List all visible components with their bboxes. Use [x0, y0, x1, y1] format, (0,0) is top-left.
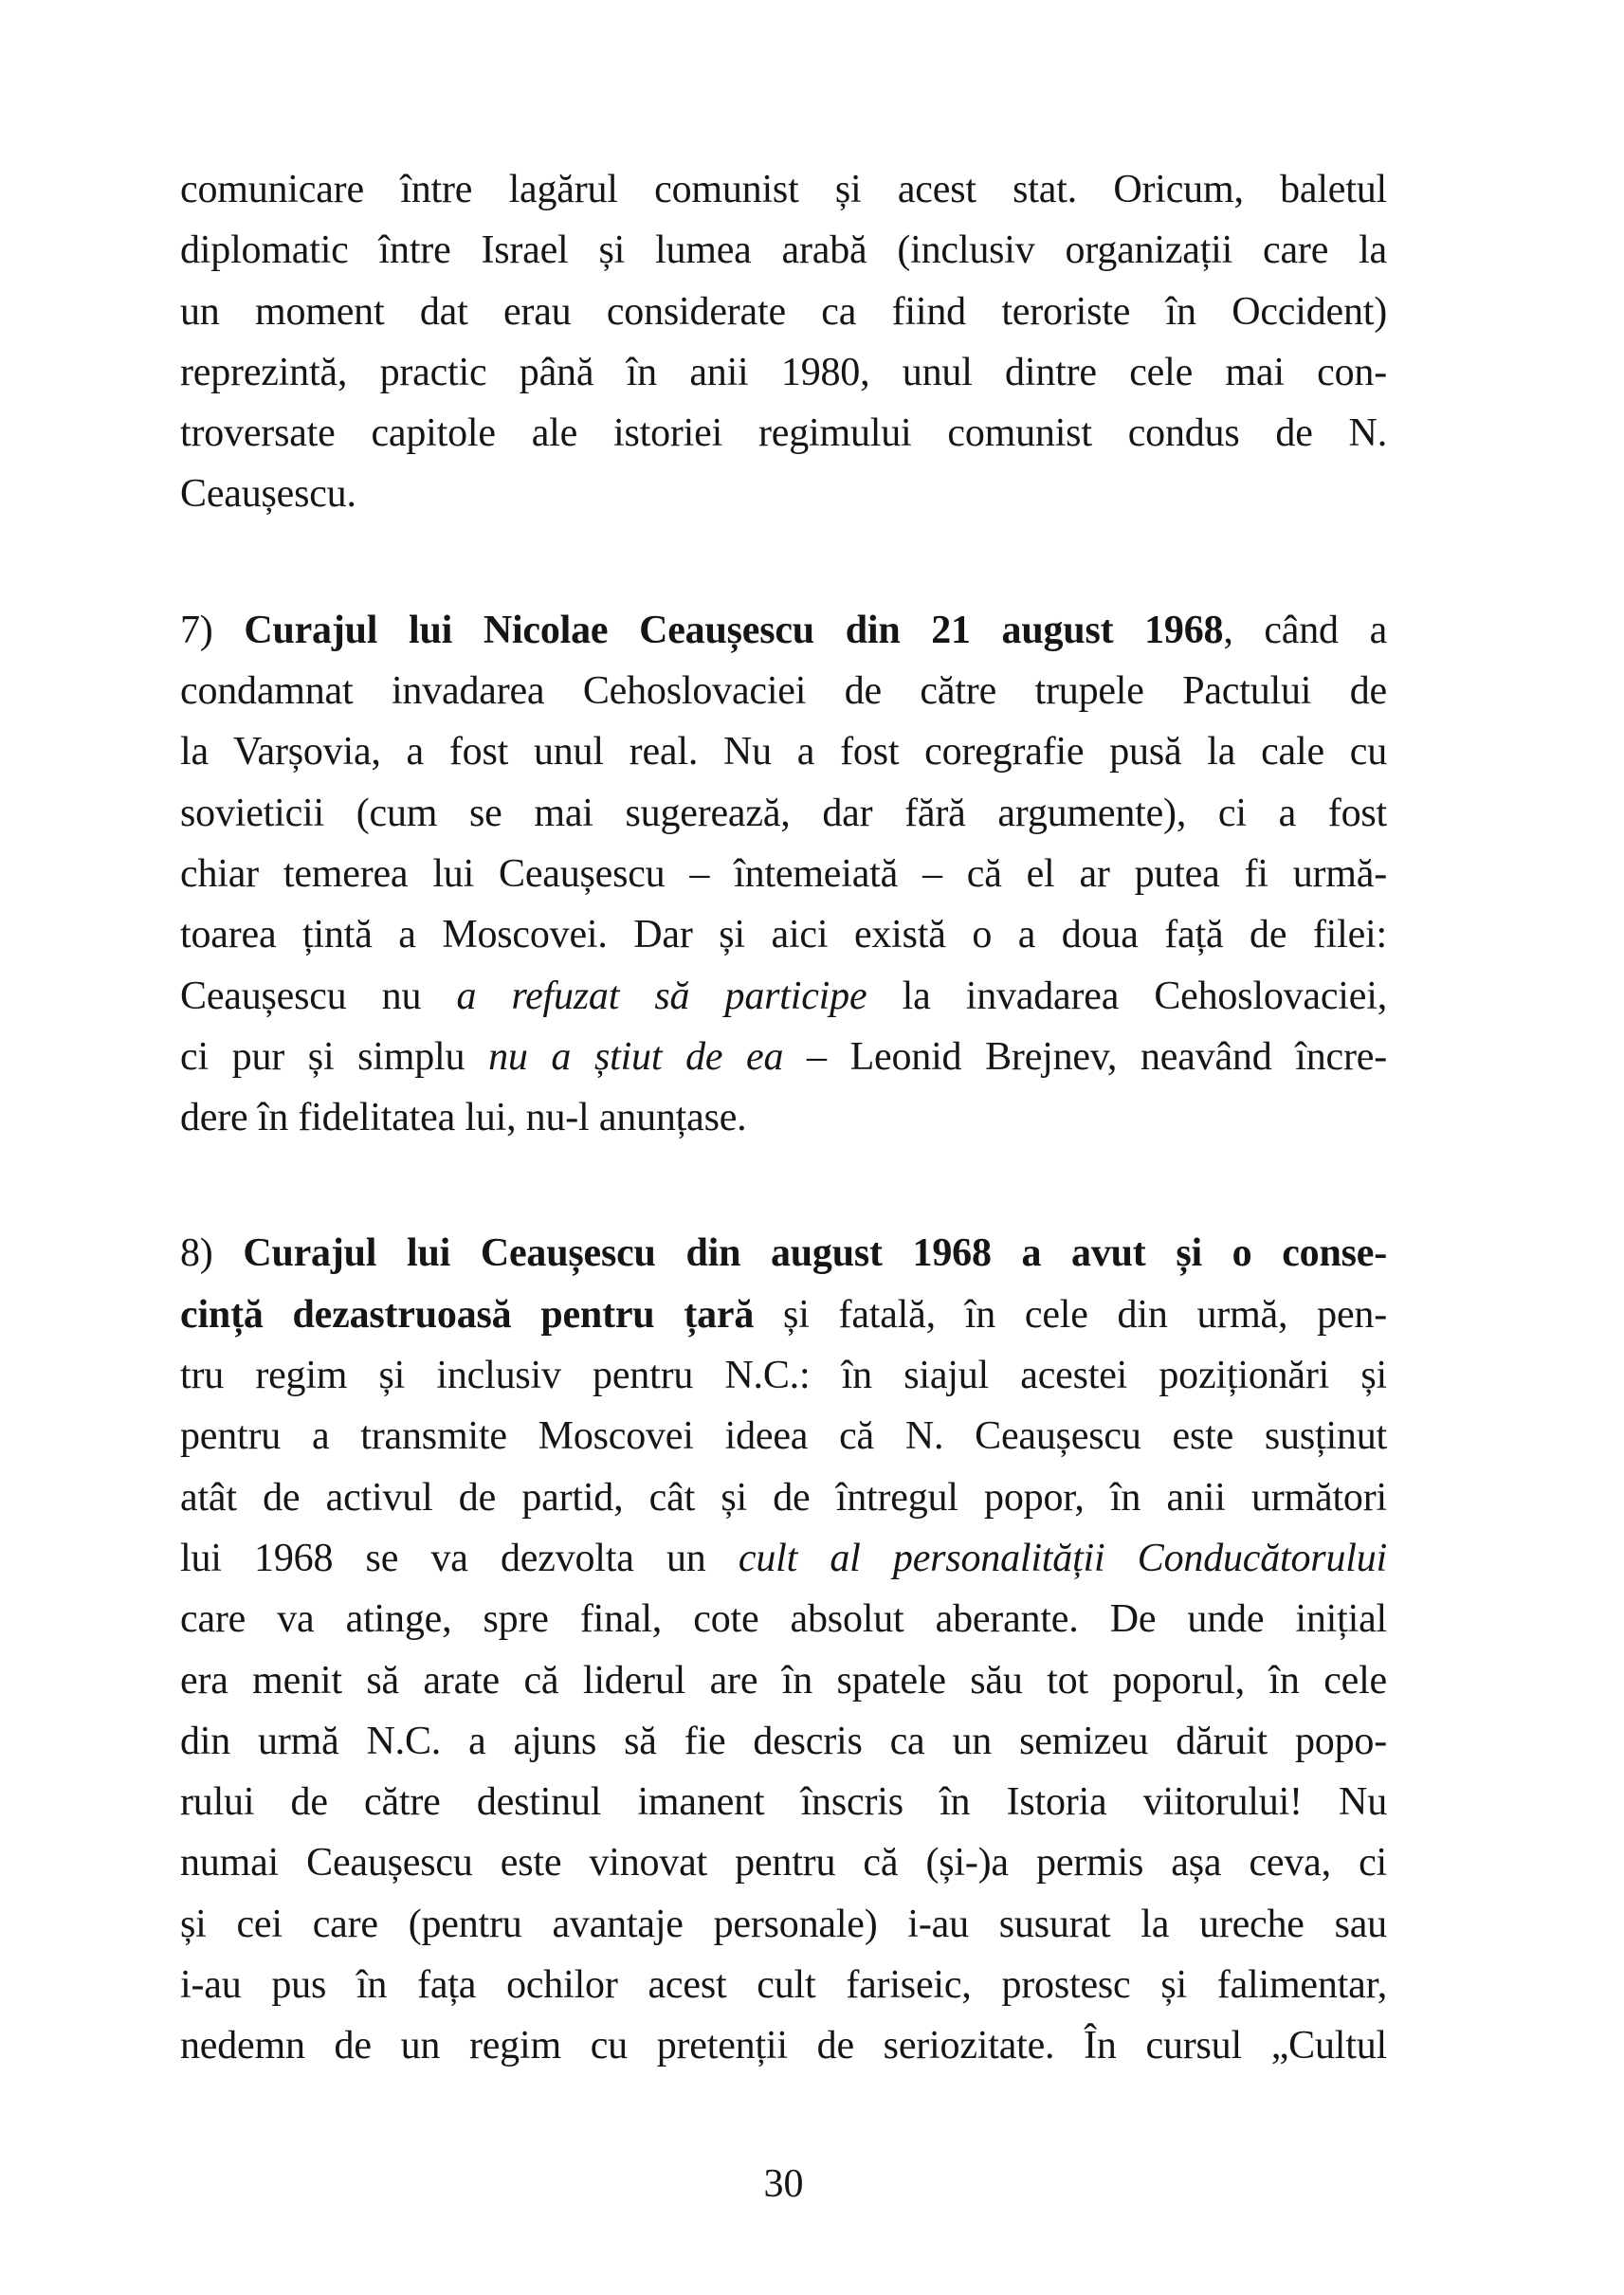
paragraph-item-8 — [180, 1223, 1387, 2076]
text-segment: i-au pus în fața ochilor acest cult fariseic, prostesc și falimentar, — [180, 1963, 1387, 2008]
text-segment: toarea țintă a Moscovei. Dar și aici există o a doua față de filei: — [180, 913, 1387, 957]
text-segment-bold: Curajul lui Ceaușescu din august 1968 a avut și o conse- — [243, 1231, 1387, 1276]
text-line — [180, 1284, 1387, 1345]
text-segment: un moment dat erau considerate ca fiind teroriste în Occident) — [180, 289, 1387, 334]
text-segment: dere în fidelitatea lui, nu-l anunțase. — [180, 1096, 747, 1140]
text-segment: , când a — [1223, 608, 1388, 652]
text-line — [180, 1027, 1387, 1087]
text-line — [180, 904, 1387, 965]
text-segment: sovieticii (cum se mai sugerează, dar fără argumente), ci a fost — [180, 791, 1387, 835]
text-segment: Ceaușescu. — [180, 472, 356, 517]
text-segment-italic: nu a știut de ea — [488, 1034, 784, 1079]
text-segment: la invadarea Cehoslovaciei, — [867, 974, 1387, 1018]
text-line — [180, 1772, 1387, 1832]
text-line — [180, 1345, 1387, 1406]
text-segment: tru regim și inclusiv pentru N.C.: în siajul acestei poziționări și — [180, 1354, 1387, 1398]
text-segment: 7) — [180, 608, 245, 652]
text-segment: diplomatic între Israel și lumea arabă (inclusiv organizații care la — [180, 228, 1387, 273]
text-line — [180, 966, 1387, 1027]
text-segment: reprezintă, practic până în anii 1980, unul dintre cele mai con- — [180, 350, 1387, 394]
text-segment: – Leonid Brejnev, neavând încre- — [783, 1034, 1387, 1079]
text-line — [180, 1406, 1387, 1466]
text-segment: numai Ceaușescu este vinovat pentru că (și-)a permis așa ceva, ci — [180, 1841, 1387, 1885]
text-line — [180, 342, 1387, 403]
paragraph-item-7 — [180, 600, 1387, 1149]
text-segment-bold: cință dezastruoasă pentru țară — [180, 1292, 755, 1337]
text-segment: și cei care (pentru avantaje personale) i-au susurat la ureche sau — [180, 1902, 1387, 1946]
text-line — [180, 2015, 1387, 2076]
text-segment-italic: a refuzat să participe — [456, 974, 867, 1018]
page-number: 30 — [763, 2162, 804, 2206]
text-line — [180, 1711, 1387, 1772]
text-line — [180, 1832, 1387, 1893]
text-line — [180, 1650, 1387, 1711]
text-line — [180, 403, 1387, 464]
text-line — [180, 1087, 1387, 1148]
page-number-row — [180, 2154, 1387, 2214]
text-segment: Ceaușescu nu — [180, 974, 457, 1018]
text-segment: atât de activul de partid, cât și de întregul popor, în anii următori — [180, 1475, 1387, 1520]
text-segment: la Varșovia, a fost unul real. Nu a fost coregrafie pusă la cale cu — [180, 730, 1387, 774]
text-line — [180, 220, 1387, 281]
text-line — [180, 661, 1387, 721]
text-line — [180, 282, 1387, 342]
text-line — [180, 464, 1387, 524]
text-segment: troversate capitole ale istoriei regimului comunist condus de N. — [180, 411, 1387, 456]
text-segment: nedemn de un regim cu pretenții de seriozitate. În cursul „Cultul — [180, 2024, 1387, 2068]
text-segment: pentru a transmite Moscovei ideea că N. Ceaușescu este susținut — [180, 1414, 1387, 1459]
text-line — [180, 1589, 1387, 1649]
text-segment: care va atinge, spre final, cote absolut aberante. De unde inițial — [180, 1597, 1387, 1642]
text-block — [180, 159, 1387, 2077]
paragraph-continuation — [180, 159, 1387, 525]
text-line — [180, 1467, 1387, 1528]
text-segment: 8) — [180, 1231, 244, 1276]
text-segment: chiar temerea lui Ceaușescu – întemeiată – că el ar putea fi urmă- — [180, 851, 1387, 896]
text-segment-italic: cult al personalității Conducătorului — [738, 1536, 1387, 1580]
text-line — [180, 1528, 1387, 1589]
text-segment: lui 1968 se va dezvolta un — [180, 1536, 739, 1580]
text-segment: ci pur și simplu — [180, 1034, 489, 1079]
text-line — [180, 600, 1387, 661]
text-line — [180, 721, 1387, 782]
text-line — [180, 1223, 1387, 1284]
text-line — [180, 1955, 1387, 2015]
text-line — [180, 844, 1387, 904]
text-line — [180, 1894, 1387, 1955]
text-segment: și fatală, în cele din urmă, pen- — [754, 1292, 1387, 1337]
text-line — [180, 783, 1387, 844]
text-segment: rului de către destinul imanent înscris în Istoria viitorului! Nu — [180, 1780, 1387, 1825]
text-segment: era menit să arate că liderul are în spatele său tot poporul, în cele — [180, 1658, 1387, 1703]
text-segment: din urmă N.C. a ajuns să fie descris ca un semizeu dăruit popo- — [180, 1719, 1387, 1763]
text-line — [180, 159, 1387, 220]
text-segment: condamnat invadarea Cehoslovaciei de către trupele Pactului de — [180, 669, 1387, 714]
text-segment-bold: Curajul lui Nicolae Ceaușescu din 21 august 1968 — [244, 608, 1224, 652]
text-segment: comunicare între lagărul comunist și acest stat. Oricum, baletul — [180, 168, 1387, 211]
